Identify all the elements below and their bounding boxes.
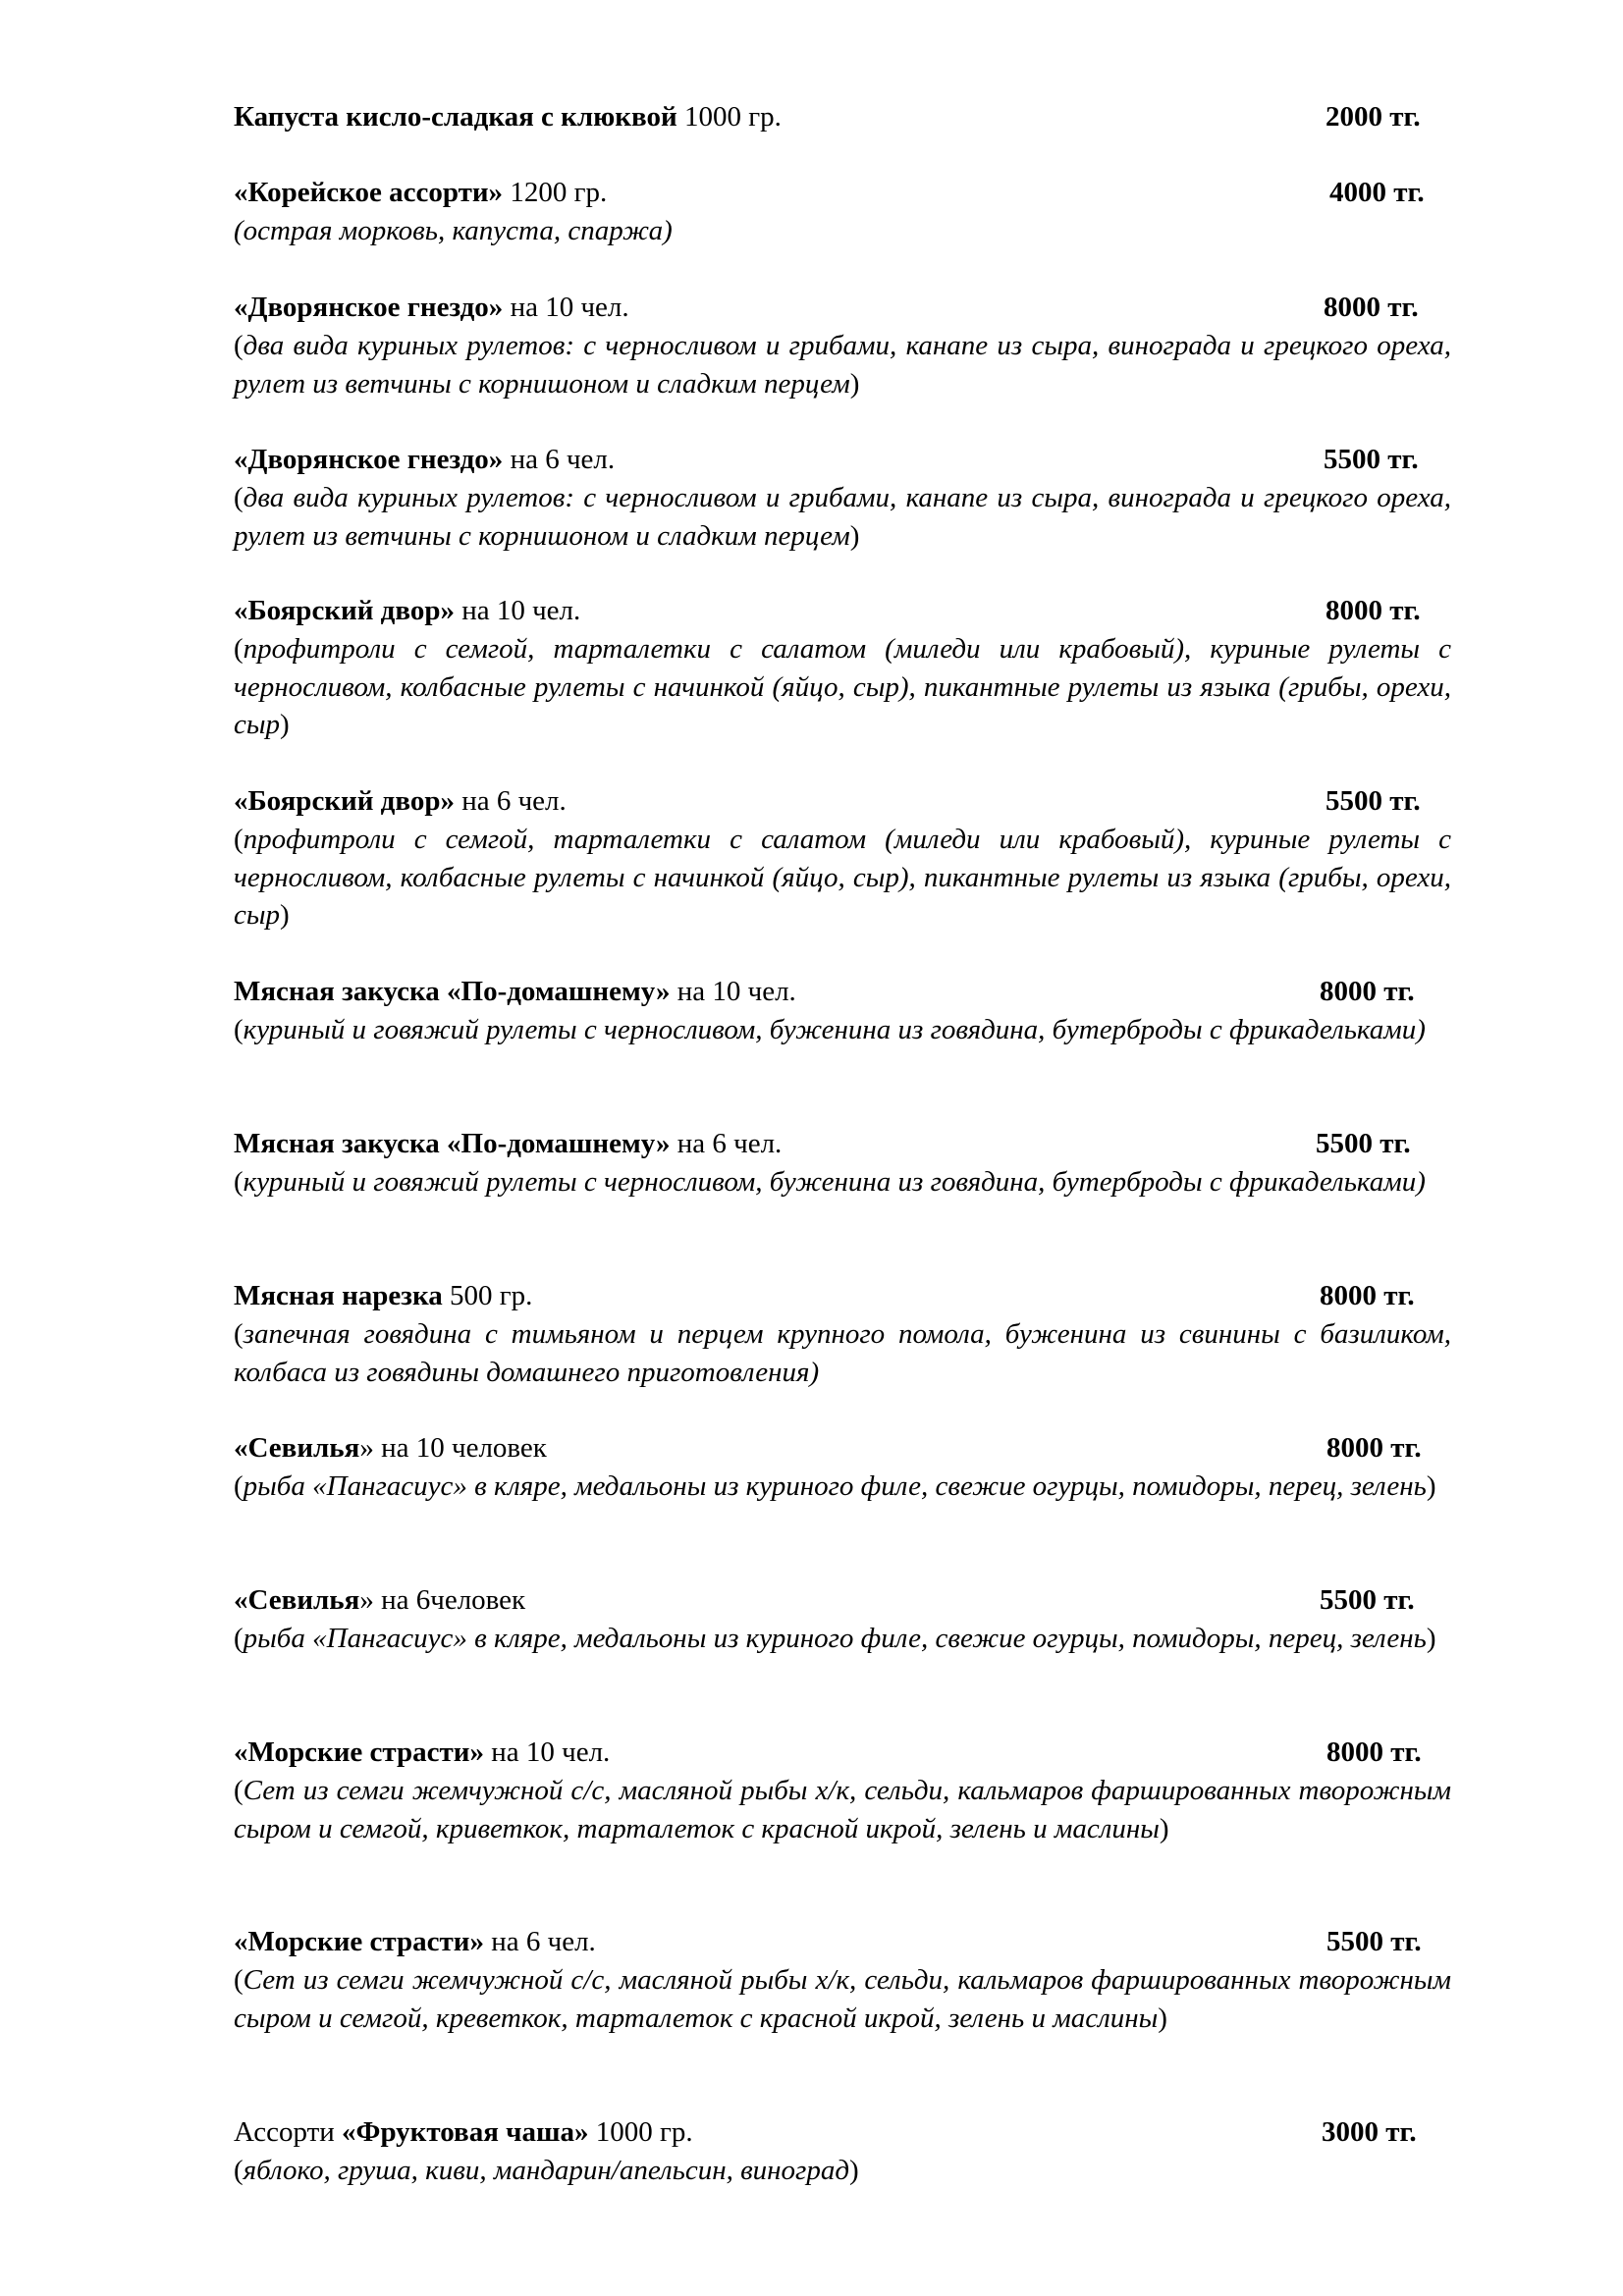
menu-item (234, 1922, 1451, 2037)
menu-item-description (234, 1772, 1451, 1847)
desc-open-paren: ( (234, 2155, 243, 2186)
menu-item-description (234, 479, 1451, 555)
desc-text: (острая морковь, капуста, спаржа) (234, 215, 673, 246)
menu-item-price: 5500 тг. (1324, 444, 1419, 475)
menu-item-description (234, 327, 1451, 402)
desc-text: Сет из семги жемчужной с/с, масляной рыбы х/к, сельди, кальмаров фаршированных творожным сыром и семгой, криветкок, тарталеток с красной икрой, зелень и маслины (234, 1775, 1451, 1844)
menu-item-price: 4000 тг. (1329, 177, 1425, 208)
desc-text: профитроли с семгой, тарталетки с салатом (миледи или крабовый), куриные рулеты с черносливом, колбасные рулеты с начинкой (яйцо, сыр), пикантные рулеты из языка (грибы, орехи, сыр (234, 633, 1451, 741)
menu-item-portion: 500 гр. (449, 1280, 533, 1311)
desc-open-paren: ( (234, 1775, 243, 1806)
desc-text: рыба «Пангасиус» в кляре, медальоны из куриного филе, свежие огурцы, помидоры, перец, зелень (243, 1623, 1427, 1654)
menu-item-name: Мясная нарезка (234, 1280, 443, 1311)
menu-item-header (234, 1580, 1451, 1620)
desc-close-paren: ) (280, 709, 290, 741)
menu-item-portion: на 6 чел. (461, 785, 567, 817)
desc-close-paren: ) (849, 2155, 859, 2186)
menu-item-price: 8000 тг. (1324, 292, 1419, 323)
desc-open-paren: ( (234, 1470, 243, 1502)
menu-item-title (234, 785, 567, 817)
desc-open-paren: ( (234, 824, 243, 855)
menu-item-description (234, 630, 1451, 744)
desc-open-paren: ( (234, 330, 243, 361)
menu-item (234, 97, 1451, 136)
menu-item-title (234, 1280, 532, 1311)
menu-item-title (234, 595, 580, 626)
menu-item-title (234, 976, 796, 1007)
menu-item-description (234, 1468, 1451, 1506)
desc-close-paren: ) (1426, 1623, 1436, 1654)
menu-item-description (234, 212, 1451, 250)
menu-item-portion: на 6 чел. (491, 1926, 596, 1957)
menu-item (234, 1580, 1451, 1658)
desc-open-paren: ( (234, 633, 243, 665)
menu-item-description (234, 821, 1451, 934)
menu-item-name: «Севилья (234, 1584, 360, 1616)
menu-item-name: Капуста кисло-сладкая с клюквой (234, 101, 677, 133)
menu-item-portion: на 6 чел. (510, 444, 616, 475)
menu-item-price: 3000 тг. (1322, 2116, 1417, 2148)
menu-item-title (234, 1926, 596, 1957)
menu-item-portion: » на 6человек (359, 1584, 526, 1616)
menu-item-name: Мясная закуска «По-домашнему» (234, 976, 671, 1007)
desc-close-paren: ) (849, 519, 860, 552)
menu-item-header (234, 97, 1451, 136)
menu-item-header (234, 1922, 1451, 1961)
menu-item-portion: » на 10 человек (359, 1432, 547, 1464)
desc-text: куриный и говяжий рулеты с черносливом, буженина из говядина, бутерброды с фрикадельками) (243, 1014, 1426, 1045)
desc-text: яблоко, груша, киви, мандарин/апельсин, виноград (243, 2155, 850, 2186)
menu-item (234, 2112, 1451, 2190)
menu-item-price: 8000 тг. (1326, 1432, 1422, 1464)
desc-close-paren: ) (280, 899, 290, 932)
menu-item-name: «Морские страсти» (234, 1736, 484, 1768)
menu-item-description (234, 1620, 1451, 1658)
menu-item-header (234, 972, 1451, 1011)
menu-item (234, 1276, 1451, 1391)
menu-item-name: «Дворянское гнездо» (234, 292, 504, 323)
menu-item-description (234, 1961, 1451, 2037)
desc-open-paren: ( (234, 482, 243, 513)
desc-text: куриный и говяжий рулеты с черносливом, буженина из говядина, бутерброды с фрикадельками) (243, 1166, 1426, 1198)
desc-text: Сет из семги жемчужной с/с, масляной рыбы х/к, сельди, кальмаров фаршированных творожным сыром и семгой, креветкок, тарталеток с красной икрой, зелень и маслины (234, 1964, 1451, 2034)
menu-item-title (234, 1584, 525, 1616)
menu-item-price: 8000 тг. (1326, 1736, 1422, 1768)
menu-item-price: 8000 тг. (1320, 1280, 1415, 1311)
menu-item-price: 5500 тг. (1320, 1584, 1415, 1616)
menu-item-price: 5500 тг. (1326, 1926, 1422, 1957)
menu-item-lead: Ассорти (234, 2116, 343, 2148)
menu-item-description (234, 2152, 1451, 2190)
menu-item-header (234, 2112, 1451, 2152)
menu-item-header (234, 1733, 1451, 1772)
menu-item-name: Мясная закуска «По-домашнему» (234, 1128, 671, 1159)
desc-close-paren: ) (849, 367, 860, 400)
desc-open-paren: ( (234, 1318, 243, 1350)
desc-text: два вида куриных рулетов: с черносливом и грибами, канапе из сыра, винограда и грецкого ореха, рулет из ветчины с корнишоном и сладким перцем (234, 482, 1451, 552)
menu-item-portion: на 10 чел. (510, 292, 629, 323)
menu-item-title (234, 1736, 610, 1768)
menu-item (234, 591, 1451, 744)
menu-item-title (234, 1432, 547, 1464)
menu-item (234, 440, 1451, 555)
menu-item-name: «Боярский двор» (234, 595, 455, 626)
menu-item-name: «Дворянское гнездо» (234, 444, 504, 475)
menu-item-title (234, 1128, 782, 1159)
menu-item-header (234, 1428, 1451, 1468)
menu-item (234, 1733, 1451, 1847)
menu-item-portion: на 10 чел. (461, 595, 581, 626)
menu-item (234, 1428, 1451, 1506)
menu-item-portion: на 10 чел. (676, 976, 796, 1007)
desc-text: рыба «Пангасиус» в кляре, медальоны из куриного филе, свежие огурцы, помидоры, перец, зелень (243, 1470, 1427, 1502)
menu-item-name: «Фруктовая чаша» (342, 2116, 589, 2148)
menu-item-description (234, 1011, 1451, 1049)
desc-text: профитроли с семгой, тарталетки с салатом (миледи или крабовый), куриные рулеты с черносливом, колбасные рулеты с начинкой (яйцо, сыр), пикантные рулеты из языка (грибы, орехи, сыр (234, 824, 1451, 932)
desc-text: запечная говядина с тимьяном и перцем крупного помола, буженина из свинины с базиликом, колбаса из говядины домашнего приготовления) (234, 1318, 1451, 1388)
desc-close-paren: ) (1159, 1812, 1169, 1844)
menu-item (234, 1124, 1451, 1201)
menu-item-title (234, 292, 629, 323)
menu-item-header (234, 288, 1451, 327)
menu-item-price: 8000 тг. (1325, 595, 1421, 626)
menu-item-portion: на 6 чел. (676, 1128, 783, 1159)
menu-item-portion: на 10 чел. (491, 1736, 611, 1768)
menu-item (234, 288, 1451, 402)
menu-item-title (234, 2116, 693, 2148)
desc-text: два вида куриных рулетов: с черносливом и грибами, канапе из сыра, винограда и грецкого ореха, рулет из ветчины с корнишоном и сладким перцем (234, 330, 1451, 400)
menu-item-description (234, 1163, 1451, 1201)
menu-item-portion: 1000 гр. (595, 2116, 693, 2148)
menu-item-price: 5500 тг. (1316, 1128, 1411, 1159)
menu-item-name: «Боярский двор» (234, 785, 455, 817)
menu-item-price: 8000 тг. (1320, 976, 1415, 1007)
menu-item-name: «Корейское ассорти» (234, 177, 504, 208)
menu-item-header (234, 1124, 1451, 1163)
desc-close-paren: ) (1426, 1470, 1436, 1502)
menu-item (234, 781, 1451, 934)
menu-item-header (234, 173, 1451, 212)
menu-item-header (234, 440, 1451, 479)
menu-item-description (234, 1315, 1451, 1391)
menu-item-name: «Морские страсти» (234, 1926, 484, 1957)
desc-open-paren: ( (234, 1014, 243, 1045)
desc-close-paren: ) (1158, 2002, 1167, 2034)
desc-open-paren: ( (234, 1166, 243, 1198)
desc-open-paren: ( (234, 1623, 243, 1654)
menu-item-name: «Севилья (234, 1432, 360, 1464)
menu-item (234, 972, 1451, 1049)
menu-item-portion: 1000 гр. (683, 101, 782, 133)
menu-item-header (234, 781, 1451, 821)
menu-item-header (234, 1276, 1451, 1315)
menu-item-price: 2000 тг. (1325, 101, 1421, 133)
menu-item-portion: 1200 гр. (510, 177, 608, 208)
menu-item-price: 5500 тг. (1325, 785, 1421, 817)
menu-item-title (234, 101, 782, 133)
menu-item-header (234, 591, 1451, 630)
menu-item (234, 173, 1451, 250)
menu-item-title (234, 177, 607, 208)
desc-open-paren: ( (234, 1964, 243, 1996)
menu-item-title (234, 444, 615, 475)
